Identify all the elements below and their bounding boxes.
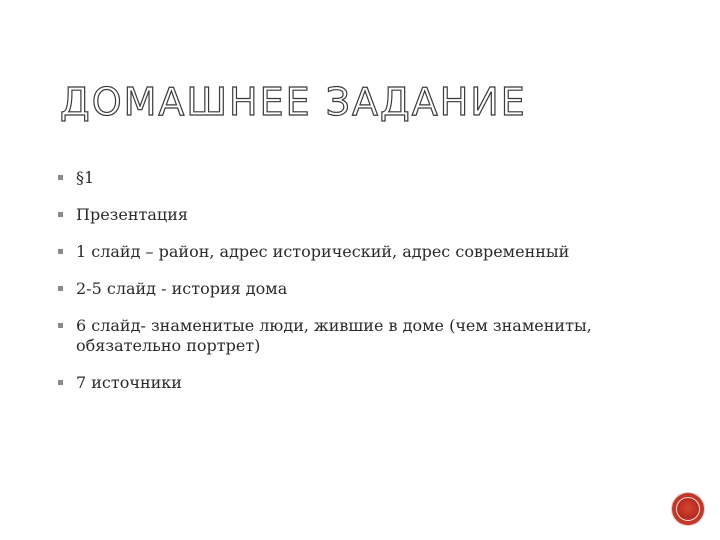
square-bullet-icon: [58, 175, 63, 180]
bullet-text: Презентация: [76, 205, 188, 224]
bullet-text: 7 источники: [76, 373, 182, 392]
bullet-text: 6 слайд- знаменитые люди, жившие в доме (чем знамениты, обязательно портрет): [76, 316, 592, 355]
bullet-list: [58, 168, 658, 410]
circle-badge-inner: [676, 497, 700, 521]
bullet-item: [58, 168, 658, 188]
square-bullet-icon: [58, 286, 63, 291]
square-bullet-icon: [58, 249, 63, 254]
bullet-text: §1: [76, 168, 95, 187]
bullet-item: [58, 242, 658, 262]
slide-title: ДОМАШНЕЕ ЗАДАНИЕ: [60, 80, 527, 124]
bullet-text: 1 слайд – район, адрес исторический, адрес современный: [76, 242, 570, 261]
bullet-item: [58, 279, 658, 299]
square-bullet-icon: [58, 212, 63, 217]
bullet-item: [58, 205, 658, 225]
bullet-item: [58, 316, 658, 356]
circle-badge-icon[interactable]: [672, 493, 704, 525]
square-bullet-icon: [58, 380, 63, 385]
bullet-item: [58, 373, 658, 393]
square-bullet-icon: [58, 323, 63, 328]
bullet-text: 2-5 слайд - история дома: [76, 279, 288, 298]
